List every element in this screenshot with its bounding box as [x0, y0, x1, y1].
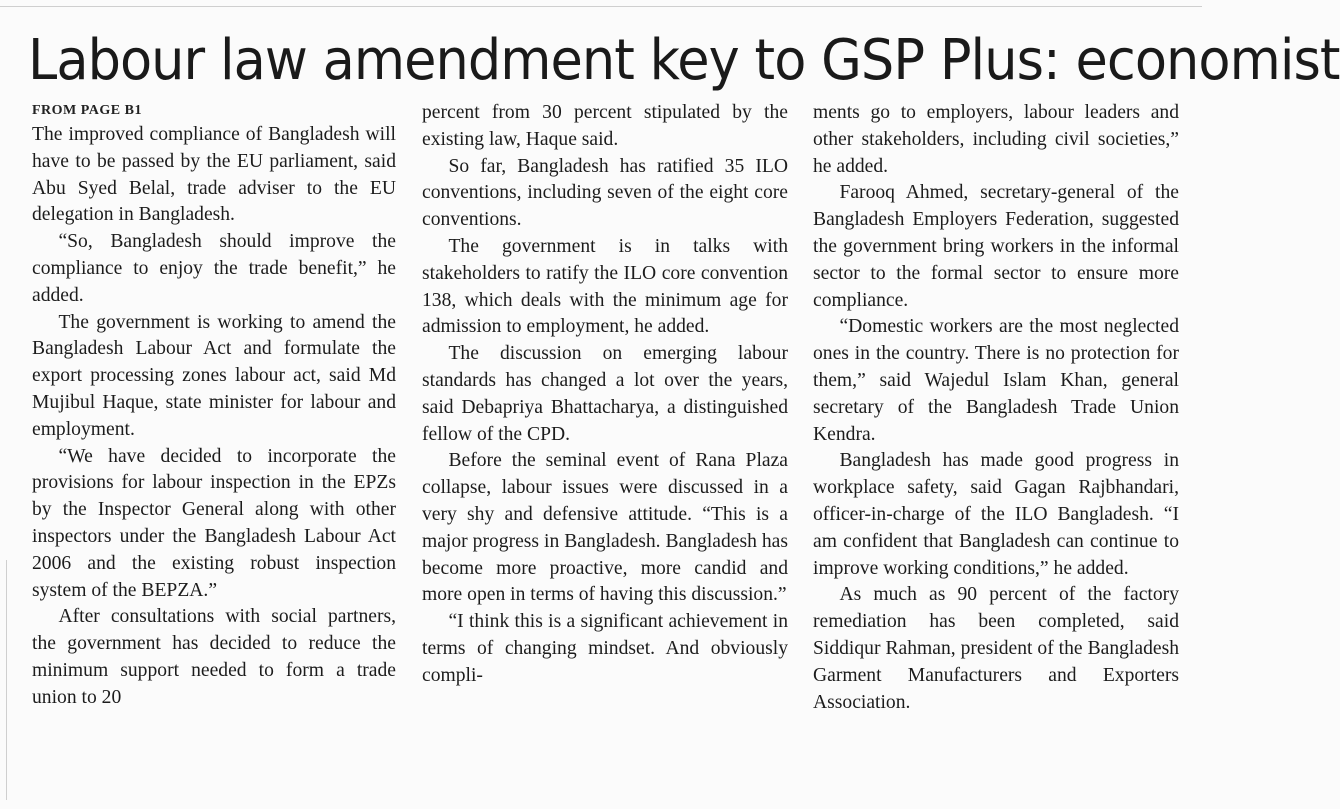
paragraph: Before the seminal event of Rana Plaza collapse, labour issues were discussed in a very shy and defensive attitude. “This is a major progress in Bangladesh. Bangladesh has become more proactive, more candid and more open in terms of having this discussion.” — [422, 450, 788, 606]
jump-label: FROM PAGE B1 — [32, 103, 142, 118]
paragraph: The government is working to amend the Bangladesh Labour Act and formulate the export processing zones labour act, said Md Mujibul Haque, state minister for labour and employment. — [32, 311, 396, 440]
paragraph: percent from 30 percent stipulated by the existing law, Haque said. — [422, 102, 788, 150]
column-2 — [422, 100, 788, 800]
paragraph: Bangladesh has made good progress in workplace safety, said Gagan Rajbhandari, officer-in-charge of the ILO Bangladesh. “I am confident that Bangladesh can continue to improve working conditions,” he added. — [813, 450, 1179, 579]
paragraph: The improved compliance of Bangladesh will have to be passed by the EU parliament, said Abu Syed Belal, trade adviser to the EU delegation in Bangladesh. — [32, 124, 396, 226]
column-1 — [32, 100, 396, 800]
paragraph: After consultations with social partners, the government has decided to reduce the minimum support needed to form a trade union to 20 — [32, 606, 396, 708]
top-rule — [0, 0, 1202, 7]
paragraph: So far, Bangladesh has ratified 35 ILO conventions, including seven of the eight core conventions. — [422, 155, 788, 231]
paragraph: The government is in talks with stakeholders to ratify the ILO core convention 138, which deals with the minimum age for admission to employment, he added. — [422, 235, 788, 338]
headline: Labour law amendment key to GSP Plus: economist — [28, 28, 1340, 93]
paragraph: “I think this is a significant achievement in terms of changing mindset. And obviously compli- — [422, 611, 788, 686]
paragraph: The discussion on emerging labour standards has changed a lot over the years, said Debapriya Bhattacharya, a distinguished fellow of the CPD. — [422, 343, 788, 445]
column-3 — [813, 100, 1179, 800]
paragraph: “Domestic workers are the most neglected ones in the country. There is no protection for them,” said Wajedul Islam Khan, general secretary of the Bangladesh Trade Union Kendra. — [813, 316, 1179, 445]
page-edge-rule — [6, 560, 7, 800]
paragraph: “So, Bangladesh should improve the compliance to enjoy the trade benefit,” he added. — [32, 231, 396, 306]
paragraph: Farooq Ahmed, secretary-general of the Bangladesh Employers Federation, suggested the government bring workers in the informal sector to the formal sector to ensure more compliance. — [813, 182, 1179, 311]
paragraph: ments go to employers, labour leaders and other stakeholders, including civil societies,” he added. — [813, 102, 1179, 177]
paragraph: “We have decided to incorporate the provisions for labour inspection in the EPZs by the Inspector General along with other inspectors under the Bangladesh Labour Act 2006 and the existing robust inspection system of the BEPZA.” — [32, 445, 396, 601]
paragraph: As much as 90 percent of the factory remediation has been completed, said Siddiqur Rahman, president of the Bangladesh Garment Manufacturers and Exporters Association. — [813, 584, 1179, 713]
